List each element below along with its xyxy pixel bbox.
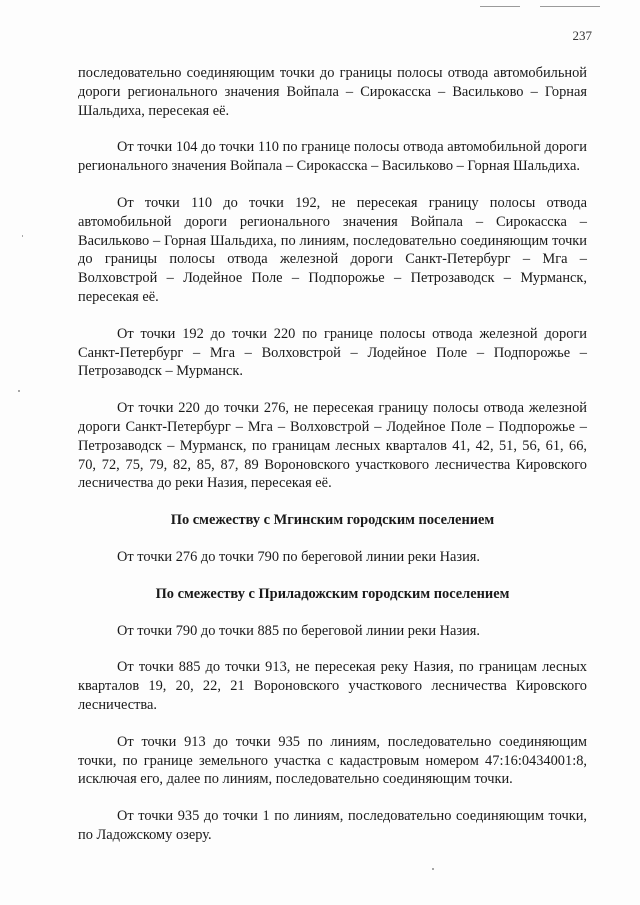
paragraph: От точки 885 до точки 913, не пересекая реку Назия, по границам лесных кварталов 19, 20, 22, 21 Вороновского участкового лесничества Кировского лесничества.	[78, 659, 587, 713]
document-body	[78, 64, 587, 845]
page-number: 237	[572, 28, 592, 43]
section-heading-mga: По смежеству с Мгинским городским поселением	[170, 512, 495, 529]
paragraph: От точки 104 до точки 110 по границе полосы отвода автомобильной дороги регионального значения Войпала – Сирокасска – Васильково – Горная Шальдиха.	[78, 139, 587, 175]
paragraph: От точки 790 до точки 885 по береговой линии реки Назия.	[117, 622, 481, 639]
paragraph: От точки 276 до точки 790 по береговой линии реки Назия.	[117, 548, 481, 565]
paragraph: От точки 913 до точки 935 по линиям, последовательно соединяющим точки, по границе земельного участка с кадастровым номером 47:16:0434001:8, исключая его, далее по линиям, последовательно соединяющим точки.	[78, 733, 587, 788]
paragraph: От точки 110 до точки 192, не пересекая границу полосы отвода автомобильной дороги регионального значения Войпала – Сирокасска – Васильково – Горная Шальдиха, по линиям, последовательно соединяющим точки до границы полосы отвода железной дороги Санкт-Петербург – Мга – Волховстрой – Лодейное Поле – Подпорожье – Петрозаводск – Мурманск, пересекая её.	[78, 194, 587, 305]
scan-speck	[18, 390, 20, 392]
paragraph: От точки 935 до точки 1 по линиям, последовательно соединяющим точки, по Ладожскому озеру.	[78, 808, 587, 843]
scan-mark-line	[540, 6, 600, 7]
section-heading-priladozhsky: По смежеству с Приладожским городским поселением	[155, 585, 510, 602]
paragraph: От точки 220 до точки 276, не пересекая границу полосы отвода железной дороги Санкт-Петербург – Мга – Волховстрой – Лодейное Поле – Подпорожье – Петрозаводск – Мурманск, по границам лесных кварталов 41, 42, 51, 56, 61, 66, 70, 72, 75, 79, 82, 85, 87, 89 Вороновского участкового лесничества Кировского лесничества до реки Назия, пересекая её.	[78, 400, 587, 492]
scan-speck	[432, 868, 434, 870]
scan-mark-line	[480, 6, 520, 7]
paragraph-continuation: последовательно соединяющим точки до границы полосы отвода автомобильной дороги регионального значения Войпала – Сирокасска – Васильково – Горная Шальдиха, пересекая её.	[78, 65, 587, 119]
paragraph: От точки 192 до точки 220 по границе полосы отвода железной дороги Санкт-Петербург – Мга – Волховстрой – Лодейное Поле – Подпорожье – Петрозаводск – Мурманск.	[78, 325, 587, 380]
scan-speck	[22, 235, 23, 237]
